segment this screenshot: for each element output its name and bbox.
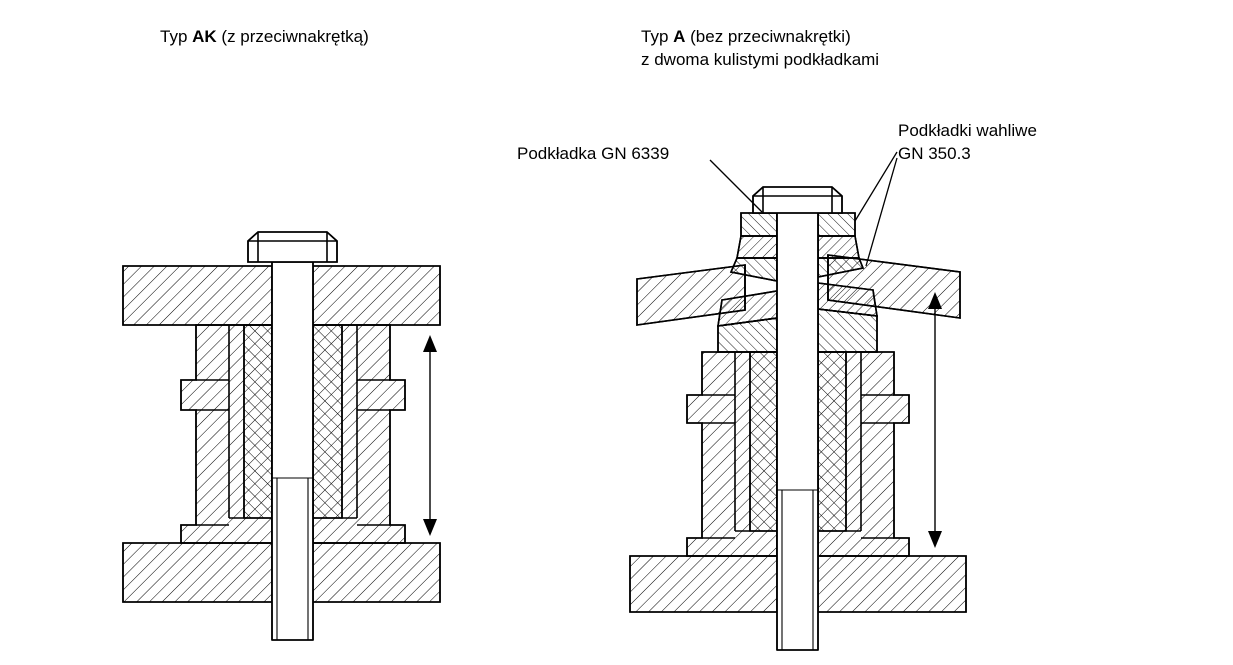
title-type-ak-code: AK (192, 27, 217, 46)
title-type-ak-suffix: (z przeciwnakrętką) (216, 27, 369, 46)
a-bolt-shank (777, 190, 818, 650)
a-dimension-arrow (928, 292, 942, 548)
callout-washer-gn6339: Podkładka GN 6339 (517, 144, 670, 163)
title-type-ak-prefix: Typ (160, 27, 193, 46)
title-type-a-prefix: Typ (641, 27, 674, 46)
title-type-a-subtitle: z dwoma kulistymi podkładkami (641, 50, 880, 69)
assembly-type-a (630, 152, 966, 650)
ak-bolt-shank (272, 262, 313, 640)
callout-spherical-washers: Podkładki wahliwe (898, 121, 1037, 140)
title-type-a (641, 25, 851, 48)
ak-dimension-arrow (423, 335, 437, 536)
a-hex-nut (753, 187, 842, 213)
title-type-a-code: A (673, 27, 686, 46)
assembly-type-ak (123, 232, 440, 640)
ak-hex-nut (248, 232, 337, 262)
callout-spherical-washers-code: GN 350.3 (898, 144, 971, 163)
title-type-a-suffix: (bez przeciwnakrętki) (685, 27, 851, 46)
title-type-ak (160, 25, 369, 48)
